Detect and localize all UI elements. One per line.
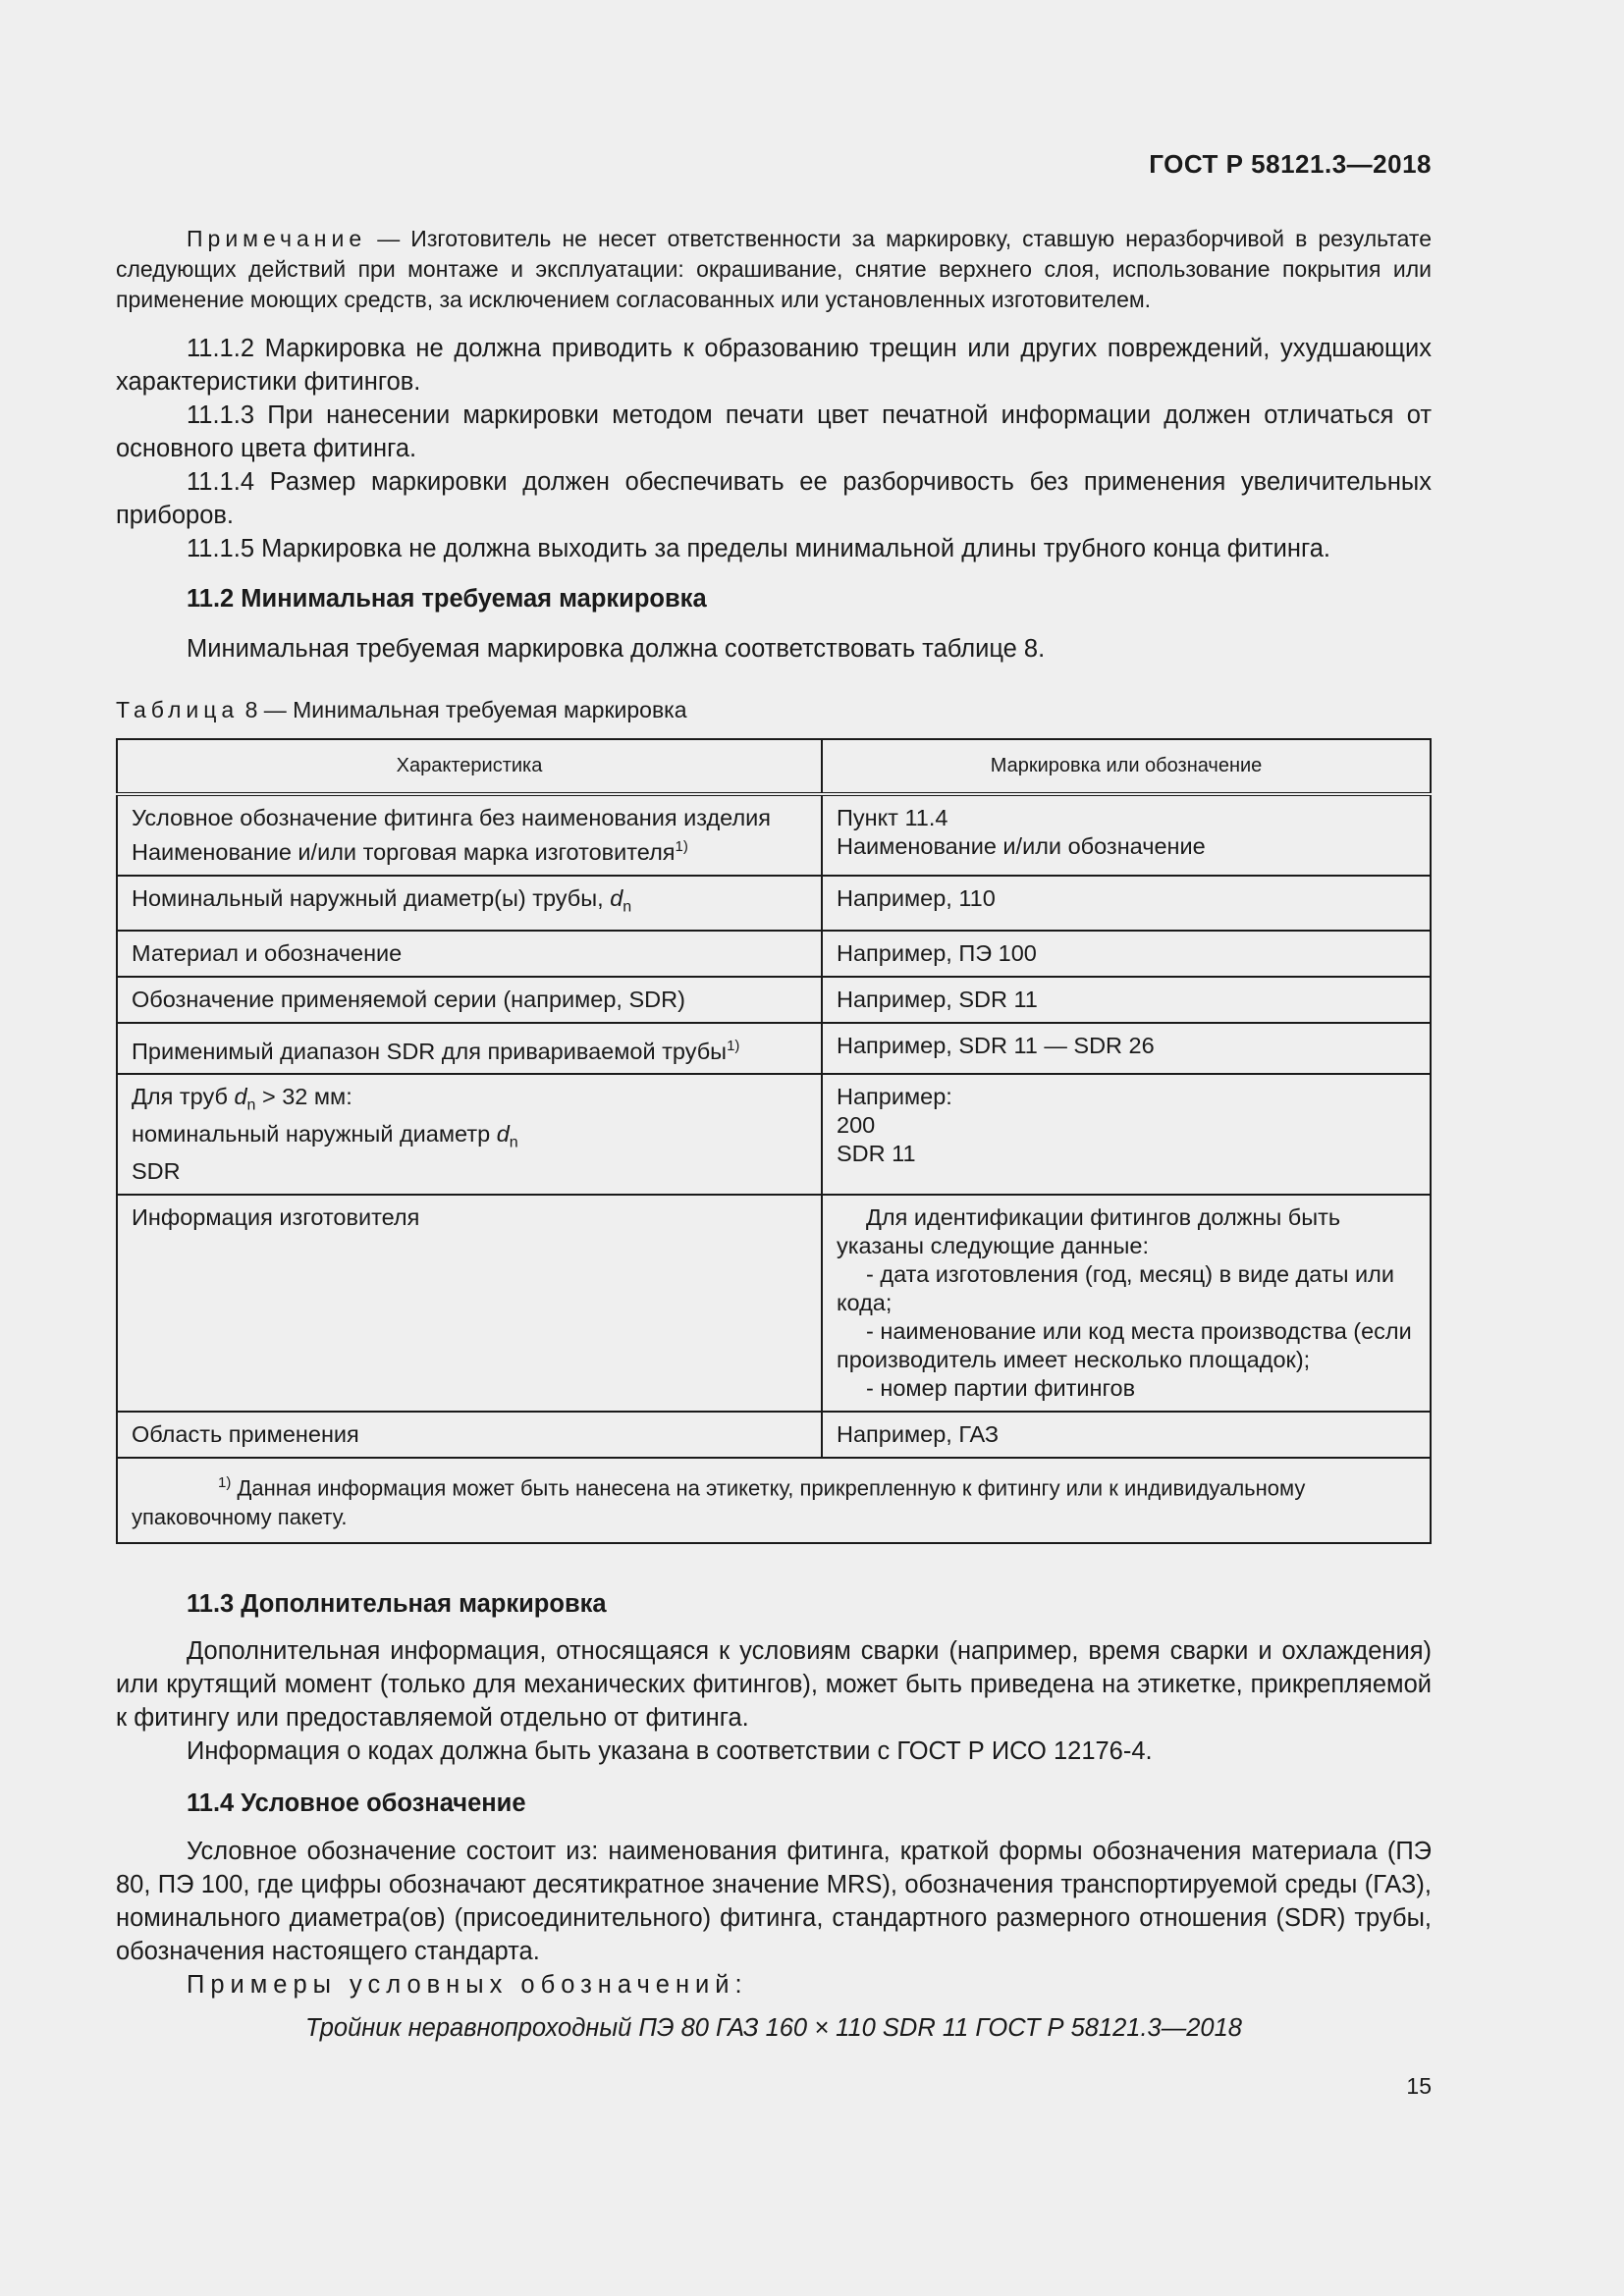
cell-text: Номинальный наружный диаметр(ы) трубы, [132, 884, 611, 911]
section-11-2-body [116, 632, 1432, 666]
clause-11-1-3: 11.1.3 При нанесении маркировки методом печати цвет печатной информации должен отличаться от основного цвета фитинга. [116, 401, 1432, 462]
cell-text: SDR 11 [837, 1141, 916, 1167]
examples-label: Примеры условных обозначений: [187, 1971, 748, 1999]
cell-text-line [132, 1083, 807, 1120]
note-text: — Изготовитель не несет ответственности за маркировку, ставшую неразборчивой в результате следующих действий при монтаже и эксплуатации: окрашивание, снятие верхнего слоя, использование покрытия или применение моющих средств, за исключением согласованных или установленных изготовителем. [116, 226, 1432, 312]
page-number: 15 [1406, 2073, 1432, 2099]
cell-text: Для труб [132, 1084, 235, 1110]
cell-text: - номер партии фитингов [866, 1374, 1136, 1401]
table-footnote-row [117, 1458, 1431, 1543]
table-cell [822, 1074, 1431, 1194]
table-cell [117, 876, 822, 931]
table-cell [117, 1023, 822, 1075]
designation-example: Тройник неравнопроходный ПЭ 80 ГАЗ 160 × 110 SDR 11 ГОСТ Р 58121.3—2018 [305, 2014, 1242, 2042]
table-caption-label: Таблица [116, 697, 240, 722]
section-11-4-body [116, 1835, 1432, 2002]
cell-text: Пункт 11.4 [837, 805, 948, 830]
cell-text-line [132, 1120, 807, 1157]
table-cell: Например, SDR 11 — SDR 26 [822, 1023, 1431, 1075]
subscript: n [509, 1134, 518, 1151]
footnote-text-line [132, 1468, 1416, 1532]
footnote-ref: 1) [675, 838, 688, 855]
cell-text: номинальный наружный диаметр [132, 1121, 497, 1148]
table-row [117, 1074, 1431, 1194]
table-row [117, 931, 1431, 977]
section-11-3-p1: Дополнительная информация, относящаяся к условиям сварки (например, время сварки и охлаждения) или крутящий момент (только для механических фитингов), может быть приведена на этикетке, прикрепляемой к фитингу или предоставляемой отдельно от фитинга. [116, 1637, 1432, 1732]
table-row [117, 977, 1431, 1023]
cell-text: Наименование и/или обозначение [837, 833, 1206, 859]
cell-text: Наименование и/или торговая марка изготовителя [132, 838, 676, 865]
subscript: n [623, 898, 632, 916]
table-cell [822, 794, 1431, 876]
table-row [117, 794, 1431, 876]
cell-text: Для идентификации фитингов должны быть указаны следующие данные: [837, 1203, 1341, 1258]
subscript: n [246, 1097, 256, 1115]
table-cell: Материал и обозначение [117, 931, 822, 977]
cell-text-line [132, 832, 807, 867]
table-footnote [117, 1458, 1431, 1543]
section-11-2-title: 11.2 Минимальная требуемая маркировка [187, 585, 707, 613]
table-cell: Обозначение применяемой серии (например, SDR) [117, 977, 822, 1023]
table-header-row [117, 739, 1431, 794]
section-11-2-text: Минимальная требуемая маркировка должна соответствовать таблице 8. [187, 635, 1046, 663]
footnote-ref: 1) [727, 1037, 740, 1054]
cell-text: - наименование или код места производства (если производитель имеет несколько площадок); [837, 1317, 1412, 1372]
table-caption [116, 697, 687, 723]
clauses-block [116, 332, 1432, 565]
table-cell: Информация изготовителя [117, 1195, 822, 1412]
clause-11-1-5: 11.1.5 Маркировка не должна выходить за пределы минимальной длины трубного конца фитинга. [187, 535, 1330, 562]
variable: d [234, 1084, 247, 1110]
cell-text: > 32 мм: [255, 1084, 352, 1110]
table-row [117, 1195, 1431, 1412]
section-11-4-p1: Условное обозначение состоит из: наименования фитинга, краткой формы обозначения материала (ПЭ 80, ПЭ 100, где цифры обозначают десятикратное значение MRS), обозначения транспортируемой среды (ГАЗ), номинального диаметра(ов) (присоединительного) фитинга, стандартного размерного отношения (SDR) трубы, обозначения настоящего стандарта. [116, 1838, 1432, 1965]
table-cell: Например, SDR 11 [822, 977, 1431, 1023]
table-row [117, 1023, 1431, 1075]
table-cell [822, 1195, 1431, 1412]
variable: d [496, 1121, 510, 1148]
table-8 [116, 738, 1432, 1544]
document-id: ГОСТ Р 58121.3—2018 [1149, 149, 1432, 179]
section-11-3-body [116, 1634, 1432, 1768]
section-11-3-p2: Информация о кодах должна быть указана в соответствии с ГОСТ Р ИСО 12176-4. [187, 1737, 1153, 1765]
table-row [117, 876, 1431, 931]
section-11-3-title: 11.3 Дополнительная маркировка [187, 1590, 607, 1618]
table-col-characteristic: Характеристика [117, 739, 822, 794]
table-caption-text: 8 — Минимальная требуемая маркировка [239, 697, 687, 722]
clause-11-1-2: 11.1.2 Маркировка не должна приводить к образованию трещин или других повреждений, ухудшающих характеристики фитингов. [116, 335, 1432, 396]
table-cell: Например, 110 [822, 876, 1431, 931]
variable: d [610, 884, 623, 911]
section-11-4-title: 11.4 Условное обозначение [187, 1789, 526, 1817]
table-col-marking: Маркировка или обозначение [822, 739, 1431, 794]
cell-text: Например: [837, 1084, 952, 1110]
note-paragraph [116, 224, 1432, 315]
table-cell: Например, ГАЗ [822, 1412, 1431, 1458]
cell-text: SDR [132, 1157, 181, 1184]
table-cell: Например, ПЭ 100 [822, 931, 1431, 977]
table-cell: Область применения [117, 1412, 822, 1458]
cell-text: - дата изготовления (год, месяц) в виде даты или кода; [837, 1260, 1394, 1315]
table-row [117, 1412, 1431, 1458]
footnote-mark: 1) [218, 1473, 232, 1491]
cell-text: Условное обозначение фитинга без наименования изделия [132, 805, 772, 830]
table-cell [117, 1074, 822, 1194]
document-page [116, 0, 1432, 2296]
cell-text: Применимый диапазон SDR для привариваемой трубы [132, 1038, 728, 1064]
footnote-text: Данная информация может быть нанесена на этикетку, прикрепленную к фитингу или к индивидуальному упаковочному пакету. [132, 1475, 1306, 1530]
table-cell [117, 794, 822, 876]
note-label: Примечание [187, 226, 367, 251]
cell-text: 200 [837, 1112, 876, 1139]
clause-11-1-4: 11.1.4 Размер маркировки должен обеспечивать ее разборчивость без применения увеличительных приборов. [116, 468, 1432, 529]
